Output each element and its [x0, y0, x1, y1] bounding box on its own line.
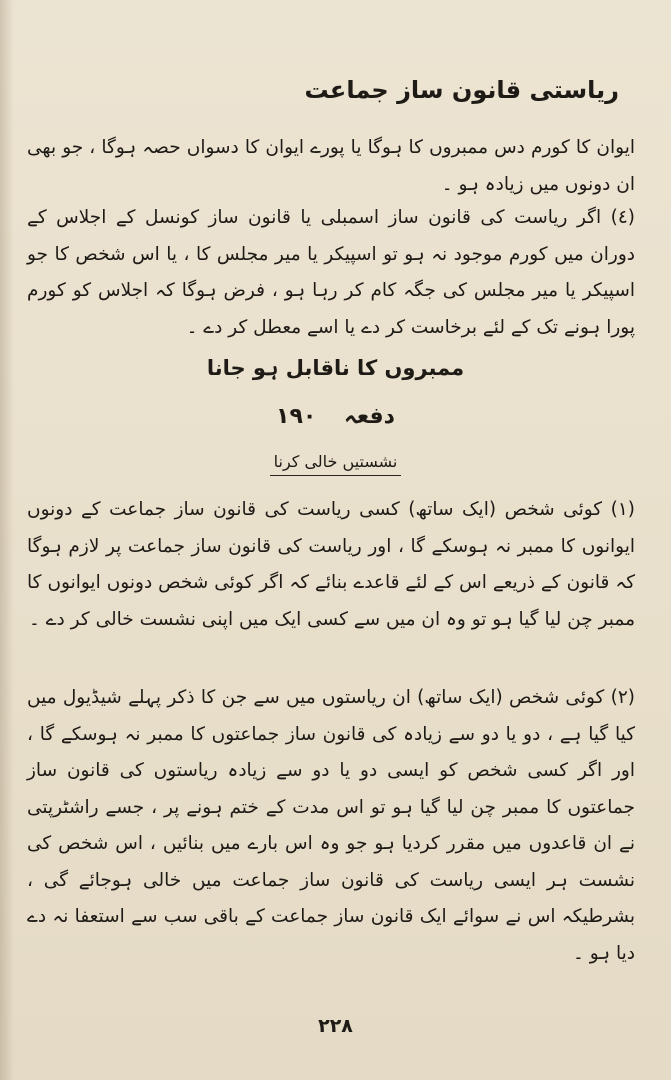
paragraph-clause-2: (۲) کوئی شخص (ایک ساتھ) ان ریاستوں میں سے جن کا ذکر پہلے شیڈیول میں کیا گیا ہے ، دو یا دو سے زیادہ کی قانون ساز جماعتوں کا ممبر نہ ہوسکے گا ، اور اگر کسی شخص کو ایسی دو یا دو سے زیادہ ریاستوں کی قانون ساز جماعتوں کا ممبر چن لیا گیا ہو تو اس مدت کے ختم ہونے پر ، جسے راشٹرپتی نے ان قاعدوں میں مقرر کردیا ہو جو وہ اس بارے میں بنائیں ، اس شخص کی نشست ہر ایسی ریاست کی قانون ساز جماعت میں خالی ہوجائے گی ، بشرطیکہ اس نے سوائے ایک قانون ساز جماعت کے باقی سب سے استعفا نہ دے دیا ہو ۔	[27, 687, 635, 964]
chapter-subheading: ممبروں کا ناقابل ہو جانا	[206, 356, 465, 380]
section-title-text: نشستیں خالی کرنا	[270, 452, 402, 476]
paragraph-clause-1: (۱) کوئی شخص (ایک ساتھ) کسی ریاست کی قانون ساز جماعت کے دونوں ایوانوں کا ممبر نہ ہوسکے گا ، اور ریاست کی قانون ساز جماعت پر لازم ہوگا کہ قانون کے ذریعے اس کے لئے قاعدے بنائے کہ اگر کوئی شخص دونوں ایوانوں کا ممبر چن لیا گیا ہو تو وہ ان میں سے کسی ایک میں اپنی نشست خالی کر دے ۔	[27, 499, 635, 630]
section-heading: دفعہ ۱۹۰	[276, 404, 395, 429]
running-header: ریاستی قانون ساز جماعت	[304, 76, 619, 104]
page-number: ۲۲۸	[318, 1015, 353, 1037]
page-gutter-shadow	[0, 0, 14, 1080]
paragraph-clause-4: (٤) اگر ریاست کی قانون ساز اسمبلی یا قانون ساز کونسل کے اجلاس کے دوران میں کورم موجود نہ ہو تو اسپیکر یا میر مجلس کا ، یا اس شخص کا جو اسپیکر یا میر مجلس کی جگہ کام کر رہا ہو ، فرض ہوگا کہ اجلاس کو کورم پورا ہونے تک کے لئے برخاست کر دے یا اسے معطل کر دے ۔	[27, 207, 635, 338]
section-title	[0, 452, 671, 476]
paragraph-quorum-continuation: ایوان کا کورم دس ممبروں کا ہوگا یا پورے ایوان کا دسواں حصہ ہوگا ، جو بھی ان دونوں میں زیادہ ہو ۔	[27, 137, 635, 195]
